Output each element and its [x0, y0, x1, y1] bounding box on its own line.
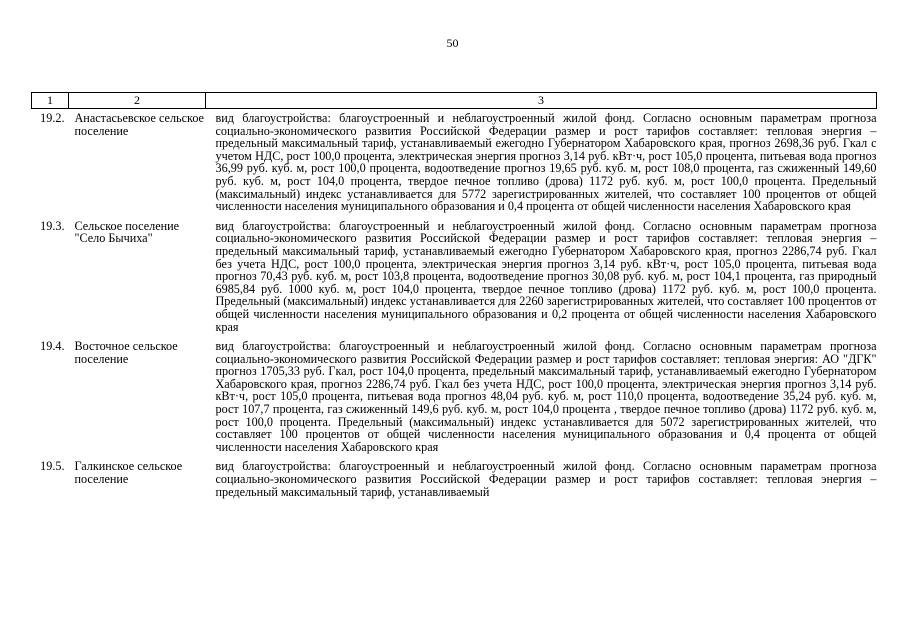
table-header	[32, 93, 877, 109]
settlement-name: Сельское поселение "Село Бычиха"	[74, 218, 180, 246]
tariff-description: вид благоустройства: благоустроенный и неблагоустроенный жилой фонд. Согласно основным параметрам прогноза социально-экономического развития Российской Федерации размер и рост тарифов составляет: тепловая энергия: АО "ДГК" прогноз 1705,33 руб. Гкал, рост 104,0 процента, предельный максимальный тариф, устанавливаемый ежегодно Губернатором Хабаровского края, прогноз 2286,74 руб. Гкал без учета НДС, рост 100,0 процента, электрическая энергия прогноз 3,14 руб. кВт·ч, рост 105,0 процента, питьевая вода прогноз 48,04 руб. куб. м, рост 110,0 процента, водоотведение 35,24 руб. куб. м, рост 107,7 процента, газ сжиженный 149,6 руб. куб. м, рост 104,0 процента , твердое печное топливо (дрова) 1172 руб. куб. м, рост 100,0 процента. Предельный (максимальный) индекс устанавливается для 5072 зарегистрированных жителей, что составляет 100 процентов от общей численности населения муниципального образования и 0,4 процента от общей численности населения Хабаровского края	[215, 339, 877, 454]
page-number: 50	[446, 36, 459, 50]
table-row	[32, 340, 877, 460]
row-number: 19.4.	[40, 339, 65, 354]
table-row	[32, 109, 877, 220]
table-row	[32, 460, 877, 505]
tariff-table	[31, 92, 877, 505]
row-number: 19.5.	[40, 459, 65, 474]
tariff-description: вид благоустройства: благоустроенный и неблагоустроенный жилой фонд. Согласно основным параметрам прогноза социально-экономического развития Российской Федерации размер и рост тарифов составляет: тепловая энергия – предельный максимальный тариф, устанавливаемый ежегодно Губернатором Хабаровского края, прогноз 2698,36 руб. Гкал с учетом НДС, рост 100,0 процента, электрическая энергия прогноз 3,14 руб. кВт·ч, рост 105,0 процента, питьевая вода прогноз 36,99 руб. куб. м, рост 100,0 процента, водоотведение прогноз 19,65 руб. куб. м, рост 108,0 процента, газ сжиженный 149,60 руб. куб. м, рост 104,0 процента, твердое печное топливо (дрова) 1172 руб. куб. м, рост 100,0 процента. Предельный (максимальный) индекс устанавливается для 5772 зарегистрированных жителей, что составляет 100 процентов от общей численности населения муниципального образования и 0,4 процента от общей численности населения Хабаровского края	[215, 111, 877, 214]
settlement-name: Галкинское сельское поселение	[74, 459, 183, 487]
tariff-description: вид благоустройства: благоустроенный и неблагоустроенный жилой фонд. Согласно основным параметрам прогноза социально-экономического развития Российской Федерации размер и рост тарифов составляет: тепловая энергия – предельный максимальный тариф, устанавливаемый	[215, 459, 877, 499]
table-header-row	[32, 93, 877, 109]
table-row	[32, 220, 877, 340]
column-header-2: 2	[69, 93, 206, 109]
row-number: 19.2.	[40, 111, 65, 125]
settlement-name: Восточное сельское поселение	[74, 339, 178, 366]
settlement-name: Анастасьевское сельское поселение	[74, 111, 204, 138]
tariff-description: вид благоустройства: благоустроенный и неблагоустроенный жилой фонд. Согласно основным параметрам прогноза социально-экономического развития Российской Федерации размер и рост тарифов составляет: тепловая энергия – предельный максимальный тариф, устанавливаемый ежегодно Губернатором Хабаровского края, прогноз 2286,74 руб. Гкал без учета НДС, рост 100,0 процента, электрическая энергия прогноз 3,14 руб. кВт·ч, рост 105,0 процента, питьевая вода прогноз 70,43 руб. куб. м, рост 103,8 процента, водоотведение прогноз 30,08 руб. куб. м, рост 104,1 процента, газ природный 6985,84 руб. 1000 куб. м, рост 104,0 процента, твердое печное топливо (дрова) 1172 руб. куб. м, рост 100,0 процента. Предельный (максимальный) индекс устанавливается для 2260 зарегистрированных жителей, что составляет 100 процентов от общей численности населения муниципального образования и 0,2 процента от общей численности населения Хабаровского края	[215, 218, 877, 334]
table-body	[32, 109, 877, 506]
row-number: 19.3.	[40, 218, 65, 233]
column-header-3: 3	[206, 93, 877, 109]
column-header-1: 1	[32, 93, 69, 109]
